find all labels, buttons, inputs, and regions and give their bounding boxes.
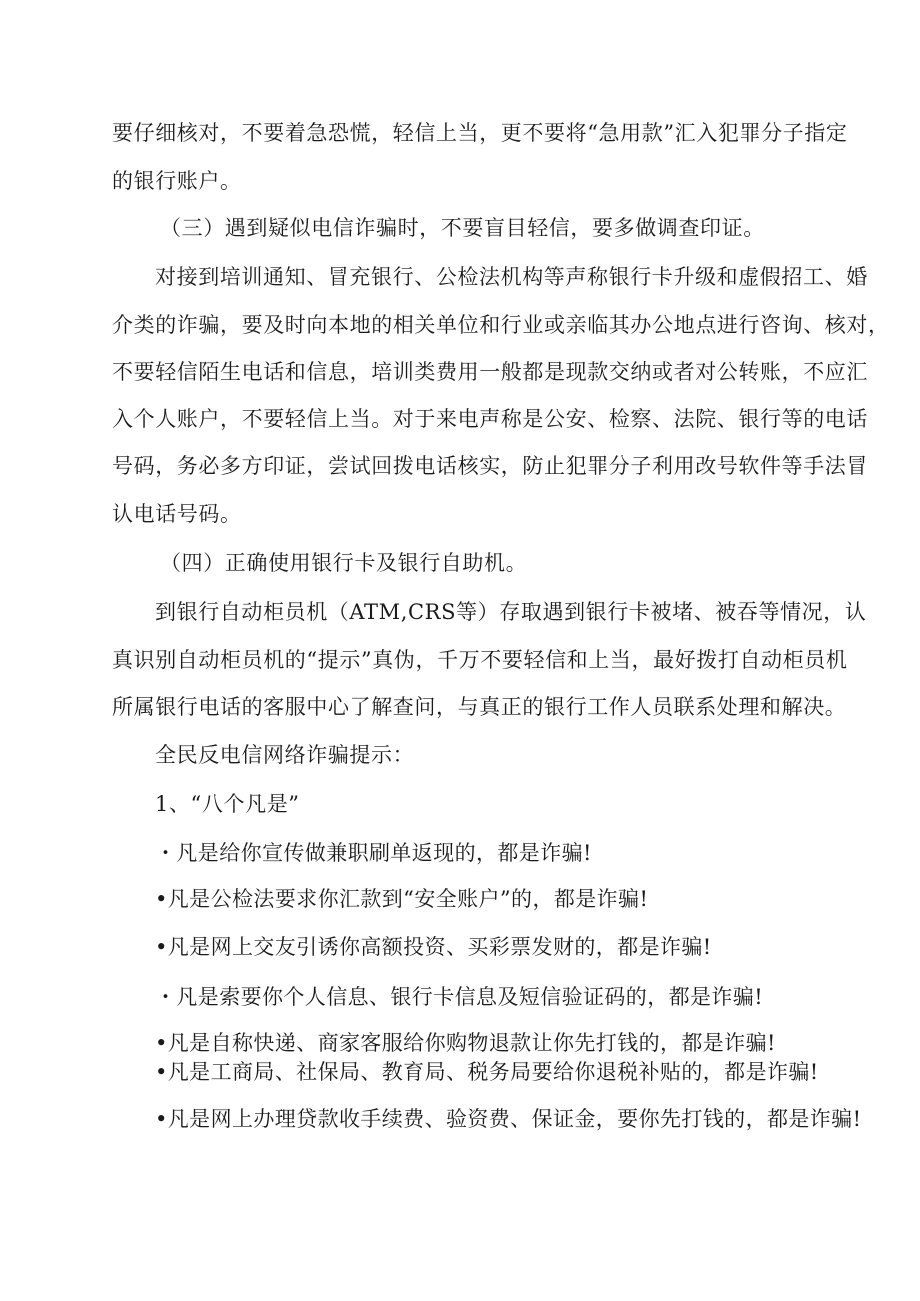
- paragraph-line: 介类的诈骗，要及时向本地的相关单位和行业或亲临其办公地点进行咨询、核对，: [112, 313, 890, 337]
- paragraph-line: 到银行自动柜员机（ATM,CRS等）存取遇到银行卡被堵、被吞等情况，认: [155, 600, 867, 624]
- bullet-item: ・凡是给你宣传做兼职刷单返现的，都是诈骗!: [155, 841, 592, 865]
- bullet-item: •凡是公检法要求你汇款到“安全账户”的，都是诈骗!: [155, 887, 649, 911]
- bullet-item: •凡是网上办理贷款收手续费、验资费、保证金，要你先打钱的，都是诈骗!: [155, 1107, 862, 1131]
- paragraph-line: 所属银行电话的客服中心了解查问，与真正的银行工作人员联系处理和解决。: [112, 695, 847, 719]
- bullet-item: •凡是自称快递、商家客服给你购物退款让你先打钱的，都是诈骗!: [155, 1031, 776, 1055]
- tips-title: 全民反电信网络诈骗提示：: [155, 743, 415, 767]
- bullet-item: •凡是工商局、社保局、教育局、税务局要给你退税补贴的，都是诈骗!: [155, 1060, 819, 1084]
- paragraph-line: 对接到培训通知、冒充银行、公检法机构等声称银行卡升级和虚假招工、婚: [155, 265, 868, 289]
- section-heading-3: （三）遇到疑似电信诈骗时，不要盲目轻信，要多做调查印证。: [160, 216, 765, 240]
- paragraph-line: 的银行账户。: [112, 169, 242, 193]
- paragraph-line: 真识别自动柜员机的“提示”真伪，千万不要轻信和上当，最好拨打自动柜员机: [112, 648, 848, 672]
- bullet-item: ・凡是索要你个人信息、银行卡信息及短信验证码的，都是诈骗!: [155, 985, 764, 1009]
- paragraph-line: 要仔细核对，不要着急恐慌，轻信上当，更不要将“急用款”汇入犯罪分子指定: [112, 121, 848, 145]
- list-title: 1、“八个凡是”: [155, 792, 300, 816]
- paragraph-line: 不要轻信陌生电话和信息，培训类费用一般都是现款交纳或者对公转账，不应汇: [112, 360, 868, 384]
- paragraph-line: 入个人账户，不要轻信上当。对于来电声称是公安、检察、法院、银行等的电话: [112, 407, 868, 431]
- paragraph-line: 号码，务必多方印证，尝试回拨电话核实，防止犯罪分子利用改号软件等手法冒: [112, 454, 868, 478]
- bullet-item: •凡是网上交友引诱你高额投资、买彩票发财的，都是诈骗!: [155, 935, 712, 959]
- section-heading-4: （四）正确使用银行卡及银行自助机。: [160, 551, 528, 575]
- paragraph-line: 认电话号码。: [112, 502, 242, 526]
